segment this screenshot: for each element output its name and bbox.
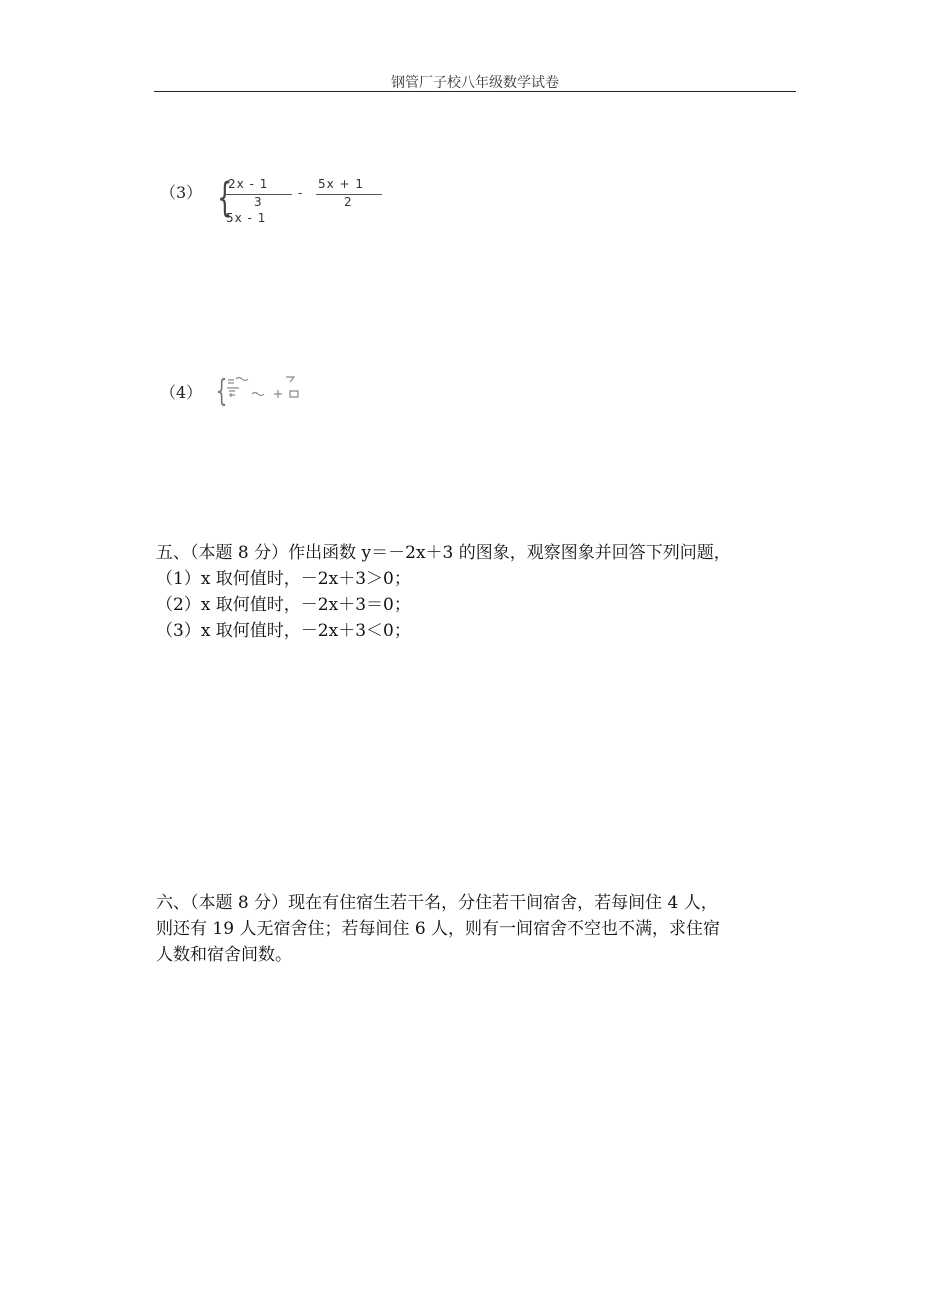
- section-5-intro: 五、（本题 8 分）作出函数 y＝－2x＋3 的图象，观察图象并回答下列问题，: [156, 543, 731, 563]
- problem-3-eq1-left-denominator: 3: [254, 195, 263, 209]
- section-5-item: （2）x 取何值时，－2x＋3＝0；: [156, 595, 411, 615]
- problem-3-eq1-right-denominator: 2: [344, 195, 353, 209]
- section-6: [156, 890, 816, 968]
- section-6-line: 则还有 19 人无宿舍住；若每间住 6 人，则有一间宿舍不空也不满，求住宿: [156, 919, 721, 939]
- section-5: [156, 540, 816, 644]
- problem-3-label: （3）: [160, 183, 203, 202]
- header-divider: [154, 91, 796, 92]
- problem-3-brace: {: [217, 175, 233, 221]
- section-5-item: （3）x 取何值时，－2x＋3＜0；: [156, 621, 411, 641]
- problem-3-eq1-right-numerator: 5x + 1: [318, 177, 365, 191]
- problem-3-eq2: 5x - 1: [226, 211, 267, 225]
- section-6-line: 六、（本题 8 分）现在有住宿生若干名，分住若干间宿舍，若每间住 4 人，: [156, 893, 718, 913]
- section-6-line: 人数和宿舍间数。: [156, 945, 292, 965]
- problem-4-illegible-equations: [224, 374, 314, 402]
- problem-3-eq1-left-numerator: 2x - 1: [228, 177, 269, 191]
- problem-4-brace: {: [215, 374, 228, 409]
- problem-3-eq1-operator: -: [298, 186, 304, 200]
- problem-4-label: （4）: [160, 383, 203, 402]
- section-5-item: （1）x 取何值时，－2x＋3＞0；: [156, 569, 411, 589]
- page-header-title: 钢管厂子校八年级数学试卷: [391, 75, 559, 91]
